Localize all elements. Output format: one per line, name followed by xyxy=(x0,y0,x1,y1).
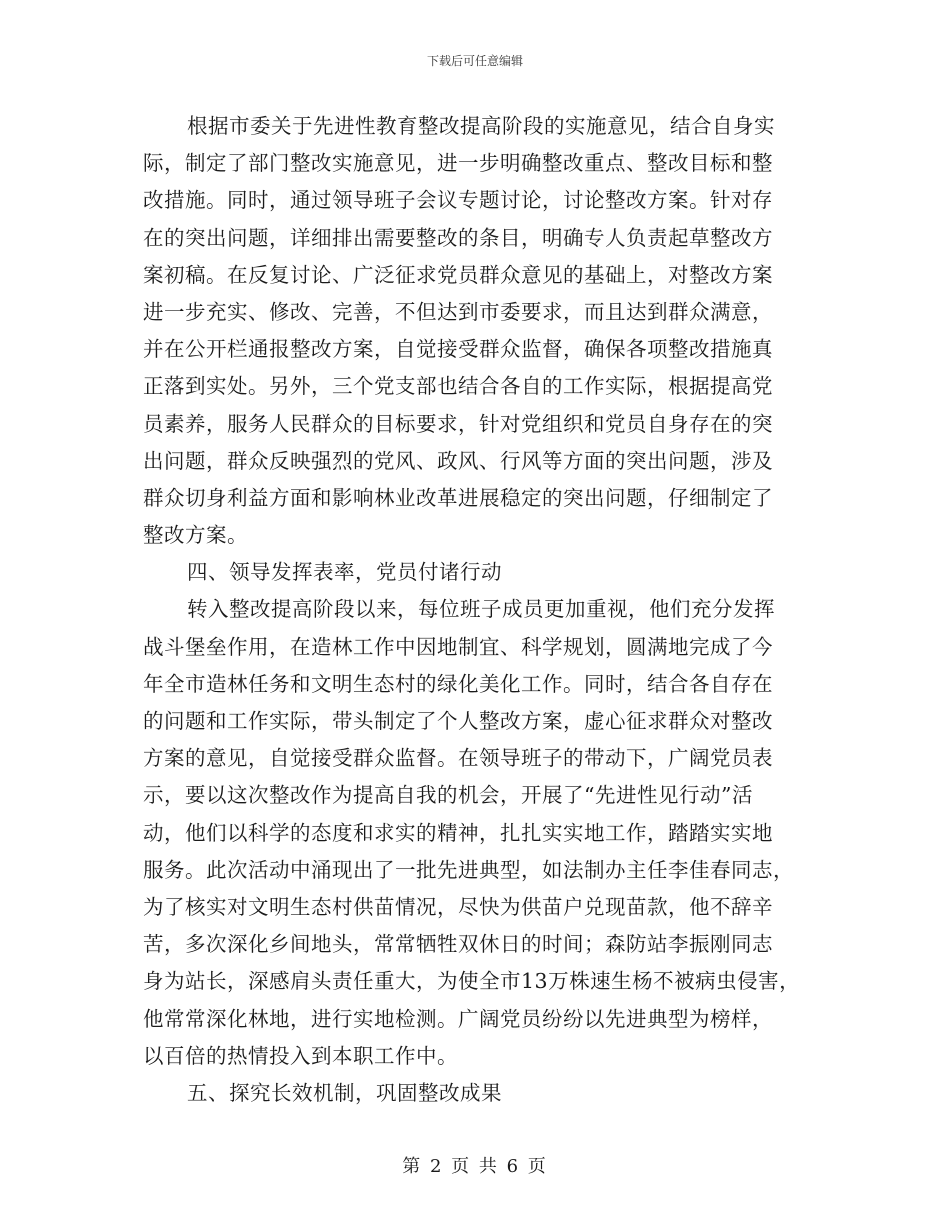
text-line: 转入整改提高阶段以来，每位班子成员更加重视，他们充分发挥 xyxy=(187,597,775,622)
text-line: 正落到实处。另外，三个党支部也结合各自的工作实际，根据提高党 xyxy=(143,374,773,399)
section-heading: 四、领导发挥表率，党员付诸行动 xyxy=(187,560,502,585)
text-line: 年全市造林任务和文明生态村的绿化美化工作。同时，结合各自存在 xyxy=(143,671,773,696)
text-line: 并在公开栏通报整改方案，自觉接受群众监督，确保各项整改措施真 xyxy=(143,337,773,362)
text-line: 整改方案。 xyxy=(143,523,248,548)
text-line: 出问题，群众反映强烈的党风、政风、行风等方面的突出问题，涉及 xyxy=(143,448,773,473)
text-line: 示，要以这次整改作为提高自我的机会，开展了“先进性见行动”活 xyxy=(143,783,753,808)
text-line: 服务。此次活动中涌现出了一批先进典型，如法制办主任李佳春同志， xyxy=(143,857,794,882)
text-line: 苦，多次深化乡间地头，常常牺牲双休日的时间；森防站李振刚同志 xyxy=(143,932,773,957)
text-line: 改措施。同时，通过领导班子会议专题讨论，讨论整改方案。针对存 xyxy=(143,188,773,213)
text-line: 动，他们以科学的态度和求实的精神，扎扎实实地工作，踏踏实实地 xyxy=(143,820,773,845)
text-line: 以百倍的热情投入到本职工作中。 xyxy=(143,1043,458,1068)
document-body xyxy=(143,108,813,1112)
text-line: 身为站长，深感肩头责任重大，为使全市13万株速生杨不被病虫侵害， xyxy=(143,969,801,994)
text-line: 群众切身利益方面和影响林业改革进展稳定的突出问题，仔细制定了 xyxy=(143,485,773,510)
text-line: 他常常深化林地，进行实地检测。广阔党员纷纷以先进典型为榜样， xyxy=(143,1006,773,1031)
text-line: 际，制定了部门整改实施意见，进一步明确整改重点、整改目标和整 xyxy=(143,151,773,176)
text-line: 员素养，服务人民群众的目标要求，针对党组织和党员自身存在的突 xyxy=(143,411,773,436)
text-line: 的问题和工作实际，带头制定了个人整改方案，虚心征求群众对整改 xyxy=(143,709,773,733)
section-heading: 五、探究长效机制，巩固整改成果 xyxy=(187,1080,502,1105)
text-line: 为了核实对文明生态村供苗情况，尽快为供苗户兑现苗款，他不辞辛 xyxy=(143,894,773,919)
page-footer: 第 2 页 共 6 页 xyxy=(402,1156,548,1177)
text-line: 方案的意见，自觉接受群众监督。在领导班子的带动下，广阔党员表 xyxy=(143,746,773,771)
text-line: 进一步充实、修改、完善，不但达到市委要求，而且达到群众满意， xyxy=(143,299,773,324)
page-header: 下载后可任意编辑 xyxy=(426,54,523,68)
text-line: 战斗堡垒作用，在造林工作中因地制宜、科学规划，圆满地完成了今 xyxy=(143,634,773,659)
text-line: 在的突出问题，详细排出需要整改的条目，明确专人负责起草整改方 xyxy=(143,225,773,250)
text-line: 案初稿。在反复讨论、广泛征求党员群众意见的基础上，对整改方案 xyxy=(143,262,773,287)
text-line: 根据市委关于先进性教育整改提高阶段的实施意见，结合自身实 xyxy=(187,114,775,138)
